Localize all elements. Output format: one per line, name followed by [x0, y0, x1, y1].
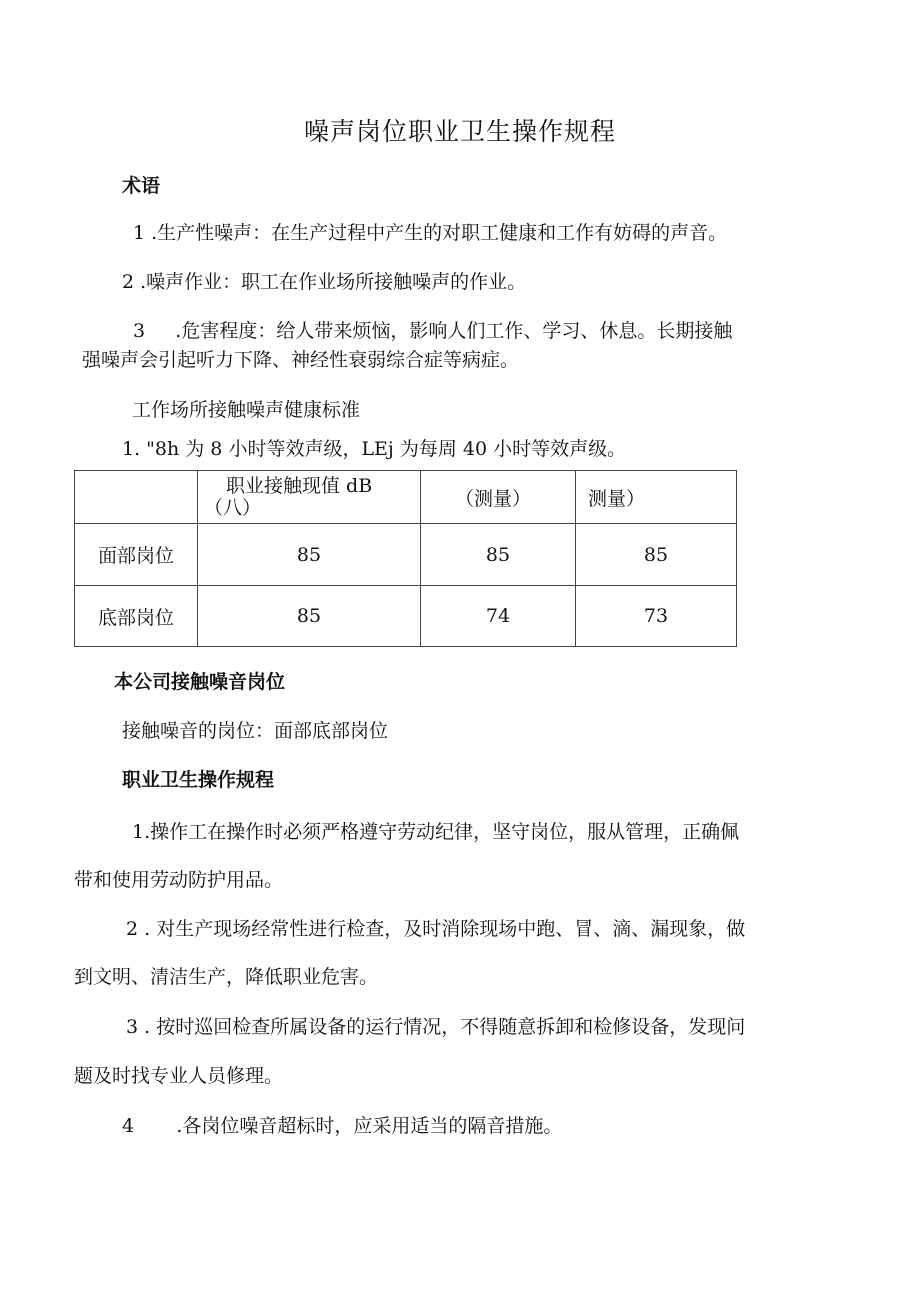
- table-cell: 85: [576, 524, 737, 586]
- table-cell: 73: [576, 586, 737, 647]
- standard-heading: 工作场所接触噪声健康标准: [132, 399, 361, 421]
- table-header-measured-1: （测量）: [421, 471, 576, 524]
- page-title: 噪声岗位职业卫生操作规程: [303, 117, 616, 146]
- noise-standard-table: [74, 470, 737, 647]
- table-cell: 74: [421, 586, 576, 647]
- positions-heading: 本公司接触噪音岗位: [114, 671, 286, 693]
- rule-2-continued: 到文明、清洁生产，降低职业危害。: [74, 966, 379, 988]
- positions-text: 接触噪音的岗位：面部底部岗位: [122, 720, 389, 742]
- row-label-bottom: 底部岗位: [75, 586, 198, 647]
- term-item-3-continued: 强噪声会引起听力下降、神经性衰弱综合症等病症。: [82, 349, 520, 371]
- rule-1: 1.操作工在操作时必须严格遵守劳动纪律，坚守岗位，服从管理，正确佩: [132, 821, 740, 843]
- rule-3: 3 . 按时巡回检查所属设备的运行情况，不得随意拆卸和检修设备，发现问: [126, 1016, 746, 1038]
- rule-2: 2 . 对生产现场经常性进行检查，及时消除现场中跑、冒、滴、漏现象，做: [126, 918, 746, 940]
- row-label-face: 面部岗位: [75, 524, 198, 586]
- rule-1-continued: 带和使用劳动防护用品。: [74, 869, 284, 891]
- table-cell: 85: [421, 524, 576, 586]
- rule-4: 4 .各岗位噪音超标时，应采用适当的隔音措施。: [122, 1115, 563, 1137]
- table-header-empty: [75, 471, 198, 524]
- table-header-exposure-label: 职业接触现值 dB: [226, 475, 373, 497]
- table-header-measured-2: 测量）: [576, 471, 737, 524]
- table-cell: 85: [198, 586, 421, 647]
- table-header-exposure-limit: [198, 471, 421, 524]
- table-header-row: [75, 471, 737, 524]
- term-item-2: 2 .噪声作业：职工在作业场所接触噪声的作业。: [122, 271, 527, 293]
- term-item-1: 1 .生产性噪声：在生产过程中产生的对职工健康和工作有妨碍的声音。: [133, 222, 728, 244]
- table-row: [75, 586, 737, 647]
- standard-note: 1. "8h 为 8 小时等效声级，LEj 为每周 40 小时等效声级。: [122, 438, 627, 460]
- terms-heading: 术语: [122, 175, 161, 197]
- table-cell: 85: [198, 524, 421, 586]
- term-item-3: 3 .危害程度：给人带来烦恼，影响人们工作、学习、休息。长期接触: [133, 320, 733, 342]
- table-header-exposure-unit: （八）: [204, 497, 262, 519]
- table-row: [75, 524, 737, 586]
- rule-3-continued: 题及时找专业人员修理。: [74, 1065, 284, 1087]
- rules-heading: 职业卫生操作规程: [122, 769, 275, 791]
